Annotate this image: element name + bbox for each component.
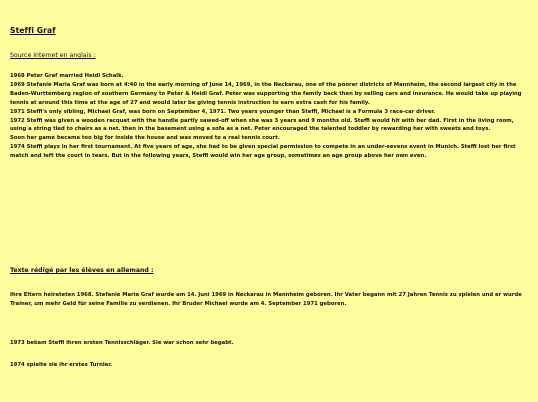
source-heading: Source Internet en anglais : [10,52,96,59]
english-paragraph: 1974 Steffi plays in her first tournament. At five years of age, she had to be given special permission to compete in an under-sevens event in Munich. Steffi lost her first match and left the court in tears. But in the following years, Steffi would win her age group, sometimes an age group above her own even. [10,144,516,160]
english-paragraph: 1968 Peter Graf married Heidi Schalk. [10,73,124,79]
page-title: Steffi Graf [10,26,56,35]
english-paragraph: 1972 Steffi was given a wooden racquet with the handle partly sawed-off when she was 3 years and 9 months old. Steffi would hit with her dad. First in the living room, using a string tied to chairs as a net. then in the basement using a sofa as a net. Peter encouraged the talented toddler by rewarding her with sweets and toys. [10,117,514,133]
english-paragraph: Soon her game became too big for inside the house and was moved to a real tennis court. [10,135,280,142]
german-paragraph: Ihre Eltern heirateten 1968. Stefanie Maria Graf wurde am 14. Juni 1969 in Neckarau in Mannheim geboren. Ihr Vater begann mit 27 Jahren Tennis zu spielen und er wurde Trainer, um mehr Geld für seine Familie zu verdienen. Ihr Bruder Michael wurde am 4. September 1971 geboren. [10,292,522,307]
german-paragraph: 1974 spielte sie ihr erstes Turnier. [10,362,113,368]
english-paragraph: 1969 Stefanie Maria Graf was born at 4:40 in the early morning of June 14, 1969, in the Neckarau, one of the poorer districts of Mannheim, the second largest city in the Baden-Wurttemberg region of southern Germany to Peter & Heidi Graf. Peter was supporting the family back then by selling cars and insurance. He would take up playing tennis at around this time at the age of 27 and would later be giving tennis instruction to earn extra cash for his family. [10,81,522,106]
english-text-block [10,72,525,161]
german-heading: Texte rédigé par les élèves en allemand : [10,267,154,274]
english-paragraph: 1971 Steffi's only sibling, Michael Graf, was born on September 4, 1971. Two years younger than Steffi, Michael is a Formula 3 race-car driver. [10,108,436,115]
german-paragraph: 1973 bekam Steffi ihren ersten Tennisschläger. Sie war schon sehr begabt. [10,340,234,346]
